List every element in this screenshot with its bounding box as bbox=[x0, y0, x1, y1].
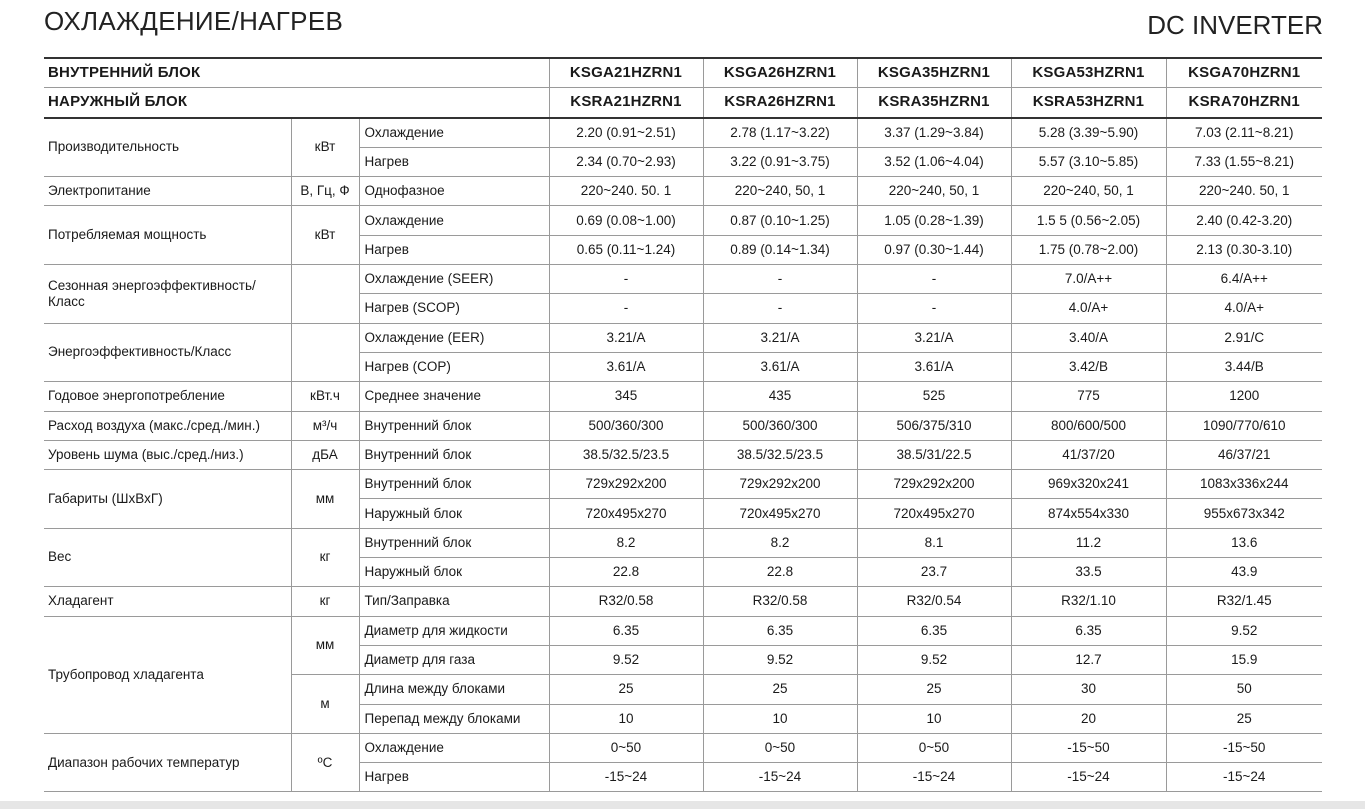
value-cell: 720x495x270 bbox=[857, 499, 1011, 528]
value-cell: 5.57 (3.10~5.85) bbox=[1011, 147, 1166, 176]
value-cell: 220~240, 50, 1 bbox=[857, 177, 1011, 206]
value-cell: R32/0.54 bbox=[857, 587, 1011, 616]
value-cell: 38.5/32.5/23.5 bbox=[549, 440, 703, 469]
value-cell: 435 bbox=[703, 382, 857, 411]
value-cell: 345 bbox=[549, 382, 703, 411]
value-cell: 50 bbox=[1166, 675, 1322, 704]
sub-param: Охлаждение bbox=[359, 733, 549, 762]
indoor-model-3: KSGA35HZRN1 bbox=[857, 59, 1011, 88]
value-cell: 12.7 bbox=[1011, 645, 1166, 674]
spec-table-body bbox=[44, 59, 1322, 792]
value-cell: 506/375/310 bbox=[857, 411, 1011, 440]
param-unit: кВт bbox=[291, 206, 359, 265]
value-cell: 0~50 bbox=[857, 733, 1011, 762]
value-cell: 3.21/A bbox=[857, 323, 1011, 352]
sub-param: Внутренний блок bbox=[359, 470, 549, 499]
spec-row bbox=[44, 616, 1322, 645]
sub-param: Охлаждение bbox=[359, 206, 549, 235]
param-unit bbox=[291, 265, 359, 324]
value-cell: 15.9 bbox=[1166, 645, 1322, 674]
spec-row bbox=[44, 411, 1322, 440]
sub-param: Длина между блоками bbox=[359, 675, 549, 704]
param-unit: В, Гц, Ф bbox=[291, 177, 359, 206]
indoor-unit-label: ВНУТРЕННИЙ БЛОК bbox=[44, 59, 549, 88]
value-cell: 0~50 bbox=[703, 733, 857, 762]
value-cell: -15~50 bbox=[1166, 733, 1322, 762]
outdoor-model-1: KSRA21HZRN1 bbox=[549, 88, 703, 118]
param-name: Диапазон рабочих температур bbox=[44, 733, 291, 792]
value-cell: 9.52 bbox=[549, 645, 703, 674]
sub-param: Наружный блок bbox=[359, 558, 549, 587]
param-unit: кВт bbox=[291, 118, 359, 177]
value-cell: 220~240, 50, 1 bbox=[703, 177, 857, 206]
value-cell: 46/37/21 bbox=[1166, 440, 1322, 469]
indoor-model-2: KSGA26HZRN1 bbox=[703, 59, 857, 88]
value-cell: 0.69 (0.08~1.00) bbox=[549, 206, 703, 235]
param-name: Уровень шума (выс./сред./низ.) bbox=[44, 440, 291, 469]
value-cell: 13.6 bbox=[1166, 528, 1322, 557]
param-name: Трубопровод хладагента bbox=[44, 616, 291, 733]
sub-param: Внутренний блок bbox=[359, 440, 549, 469]
value-cell: 3.42/B bbox=[1011, 352, 1166, 381]
value-cell: 8.1 bbox=[857, 528, 1011, 557]
value-cell: 7.33 (1.55~8.21) bbox=[1166, 147, 1322, 176]
value-cell: 33.5 bbox=[1011, 558, 1166, 587]
sub-param: Нагрев bbox=[359, 147, 549, 176]
value-cell: 7.03 (2.11~8.21) bbox=[1166, 118, 1322, 148]
param-name: Вес bbox=[44, 528, 291, 587]
value-cell: 6.35 bbox=[549, 616, 703, 645]
spec-row bbox=[44, 177, 1322, 206]
sub-param: Среднее значение bbox=[359, 382, 549, 411]
sub-param: Охлаждение (SEER) bbox=[359, 265, 549, 294]
indoor-model-1: KSGA21HZRN1 bbox=[549, 59, 703, 88]
value-cell: 729x292x200 bbox=[857, 470, 1011, 499]
value-cell: 6.4/A++ bbox=[1166, 265, 1322, 294]
sub-param: Тип/Заправка bbox=[359, 587, 549, 616]
value-cell: 9.52 bbox=[703, 645, 857, 674]
value-cell: 25 bbox=[1166, 704, 1322, 733]
value-cell: 7.0/A++ bbox=[1011, 265, 1166, 294]
param-name: Годовое энергопотребление bbox=[44, 382, 291, 411]
value-cell: 5.28 (3.39~5.90) bbox=[1011, 118, 1166, 148]
indoor-model-4: KSGA53HZRN1 bbox=[1011, 59, 1166, 88]
value-cell: 3.40/A bbox=[1011, 323, 1166, 352]
value-cell: 10 bbox=[857, 704, 1011, 733]
value-cell: 10 bbox=[703, 704, 857, 733]
value-cell: 3.61/A bbox=[549, 352, 703, 381]
sub-param: Нагрев (SCOP) bbox=[359, 294, 549, 323]
value-cell: 11.2 bbox=[1011, 528, 1166, 557]
value-cell: 500/360/300 bbox=[549, 411, 703, 440]
value-cell: 729x292x200 bbox=[703, 470, 857, 499]
value-cell: - bbox=[549, 294, 703, 323]
value-cell: -15~24 bbox=[549, 763, 703, 792]
sub-param: Наружный блок bbox=[359, 499, 549, 528]
value-cell: 525 bbox=[857, 382, 1011, 411]
value-cell: 10 bbox=[549, 704, 703, 733]
spec-table bbox=[44, 59, 1322, 792]
outdoor-unit-label: НАРУЖНЫЙ БЛОК bbox=[44, 88, 549, 118]
value-cell: 23.7 bbox=[857, 558, 1011, 587]
sub-param: Внутренний блок bbox=[359, 411, 549, 440]
value-cell: 38.5/32.5/23.5 bbox=[703, 440, 857, 469]
value-cell: 1.05 (0.28~1.39) bbox=[857, 206, 1011, 235]
value-cell: 6.35 bbox=[1011, 616, 1166, 645]
value-cell: 41/37/20 bbox=[1011, 440, 1166, 469]
value-cell: - bbox=[703, 294, 857, 323]
value-cell: 0~50 bbox=[549, 733, 703, 762]
value-cell: 874x554x330 bbox=[1011, 499, 1166, 528]
param-name: Электропитание bbox=[44, 177, 291, 206]
value-cell: 4.0/A+ bbox=[1011, 294, 1166, 323]
value-cell: -15~24 bbox=[703, 763, 857, 792]
value-cell: 25 bbox=[703, 675, 857, 704]
param-name: Хладагент bbox=[44, 587, 291, 616]
value-cell: 43.9 bbox=[1166, 558, 1322, 587]
sub-param: Нагрев bbox=[359, 235, 549, 264]
sub-param: Охлаждение (EER) bbox=[359, 323, 549, 352]
value-cell: -15~24 bbox=[1011, 763, 1166, 792]
param-name: Производительность bbox=[44, 118, 291, 177]
spec-row bbox=[44, 323, 1322, 352]
bottom-bar bbox=[0, 801, 1365, 809]
param-name: Энергоэффективность/Класс bbox=[44, 323, 291, 382]
value-cell: 729x292x200 bbox=[549, 470, 703, 499]
param-unit: м³/ч bbox=[291, 411, 359, 440]
value-cell: 220~240. 50, 1 bbox=[1166, 177, 1322, 206]
param-unit bbox=[291, 323, 359, 382]
outdoor-model-row bbox=[44, 88, 1322, 118]
value-cell: 3.52 (1.06~4.04) bbox=[857, 147, 1011, 176]
value-cell: 800/600/500 bbox=[1011, 411, 1166, 440]
param-unit: мм bbox=[291, 616, 359, 675]
indoor-model-5: KSGA70HZRN1 bbox=[1166, 59, 1322, 88]
value-cell: -15~50 bbox=[1011, 733, 1166, 762]
value-cell: 2.91/C bbox=[1166, 323, 1322, 352]
value-cell: 220~240, 50, 1 bbox=[1011, 177, 1166, 206]
indoor-model-row bbox=[44, 59, 1322, 88]
value-cell: 0.97 (0.30~1.44) bbox=[857, 235, 1011, 264]
value-cell: 1.75 (0.78~2.00) bbox=[1011, 235, 1166, 264]
value-cell: -15~24 bbox=[857, 763, 1011, 792]
param-unit: мм bbox=[291, 470, 359, 529]
param-unit: кг bbox=[291, 587, 359, 616]
value-cell: 22.8 bbox=[703, 558, 857, 587]
sub-param: Диаметр для жидкости bbox=[359, 616, 549, 645]
value-cell: 3.22 (0.91~3.75) bbox=[703, 147, 857, 176]
value-cell: 720x495x270 bbox=[549, 499, 703, 528]
outdoor-model-3: KSRA35HZRN1 bbox=[857, 88, 1011, 118]
value-cell: 955x673x342 bbox=[1166, 499, 1322, 528]
outdoor-model-4: KSRA53HZRN1 bbox=[1011, 88, 1166, 118]
value-cell: 0.65 (0.11~1.24) bbox=[549, 235, 703, 264]
spec-row bbox=[44, 440, 1322, 469]
value-cell: 30 bbox=[1011, 675, 1166, 704]
page-title: ОХЛАЖДЕНИЕ/НАГРЕВ bbox=[44, 6, 344, 36]
value-cell: 1.5 5 (0.56~2.05) bbox=[1011, 206, 1166, 235]
param-unit: кг bbox=[291, 528, 359, 587]
param-name: Габариты (ШхВхГ) bbox=[44, 470, 291, 529]
sub-param: Нагрев (COP) bbox=[359, 352, 549, 381]
spec-row bbox=[44, 382, 1322, 411]
value-cell: 6.35 bbox=[857, 616, 1011, 645]
value-cell: 0.87 (0.10~1.25) bbox=[703, 206, 857, 235]
spec-row bbox=[44, 733, 1322, 762]
sub-param: Диаметр для газа bbox=[359, 645, 549, 674]
value-cell: R32/1.10 bbox=[1011, 587, 1166, 616]
value-cell: 220~240. 50. 1 bbox=[549, 177, 703, 206]
outdoor-model-5: KSRA70HZRN1 bbox=[1166, 88, 1322, 118]
value-cell: 25 bbox=[857, 675, 1011, 704]
value-cell: 1200 bbox=[1166, 382, 1322, 411]
value-cell: 22.8 bbox=[549, 558, 703, 587]
sub-param: Внутренний блок bbox=[359, 528, 549, 557]
sub-param: Перепад между блоками bbox=[359, 704, 549, 733]
param-name: Потребляемая мощность bbox=[44, 206, 291, 265]
value-cell: R32/0.58 bbox=[703, 587, 857, 616]
value-cell: 8.2 bbox=[703, 528, 857, 557]
value-cell: R32/0.58 bbox=[549, 587, 703, 616]
value-cell: 2.20 (0.91~2.51) bbox=[549, 118, 703, 148]
value-cell: 969x320x241 bbox=[1011, 470, 1166, 499]
value-cell: - bbox=[857, 294, 1011, 323]
value-cell: 3.37 (1.29~3.84) bbox=[857, 118, 1011, 148]
spec-row bbox=[44, 118, 1322, 148]
value-cell: 4.0/A+ bbox=[1166, 294, 1322, 323]
value-cell: - bbox=[703, 265, 857, 294]
value-cell: 0.89 (0.14~1.34) bbox=[703, 235, 857, 264]
value-cell: 25 bbox=[549, 675, 703, 704]
value-cell: 3.21/A bbox=[549, 323, 703, 352]
value-cell: 9.52 bbox=[1166, 616, 1322, 645]
spec-row bbox=[44, 265, 1322, 294]
value-cell: - bbox=[549, 265, 703, 294]
value-cell: 3.61/A bbox=[857, 352, 1011, 381]
spec-row bbox=[44, 528, 1322, 557]
value-cell: 775 bbox=[1011, 382, 1166, 411]
sub-param: Нагрев bbox=[359, 763, 549, 792]
value-cell: 2.13 (0.30-3.10) bbox=[1166, 235, 1322, 264]
value-cell: R32/1.45 bbox=[1166, 587, 1322, 616]
spec-row bbox=[44, 206, 1322, 235]
value-cell: 2.40 (0.42-3.20) bbox=[1166, 206, 1322, 235]
param-unit: дБА bbox=[291, 440, 359, 469]
value-cell: 9.52 bbox=[857, 645, 1011, 674]
sub-param: Однофазное bbox=[359, 177, 549, 206]
value-cell: 2.34 (0.70~2.93) bbox=[549, 147, 703, 176]
value-cell: 3.61/A bbox=[703, 352, 857, 381]
value-cell: 6.35 bbox=[703, 616, 857, 645]
value-cell: -15~24 bbox=[1166, 763, 1322, 792]
value-cell: 20 bbox=[1011, 704, 1166, 733]
value-cell: 500/360/300 bbox=[703, 411, 857, 440]
sub-param: Охлаждение bbox=[359, 118, 549, 148]
product-line-badge: DC INVERTER bbox=[1147, 10, 1323, 40]
param-name: Сезонная энергоэффективность/ Класс bbox=[44, 265, 291, 324]
value-cell: 2.78 (1.17~3.22) bbox=[703, 118, 857, 148]
spec-row bbox=[44, 587, 1322, 616]
value-cell: 720x495x270 bbox=[703, 499, 857, 528]
param-name: Расход воздуха (макс./сред./мин.) bbox=[44, 411, 291, 440]
value-cell: 3.44/B bbox=[1166, 352, 1322, 381]
value-cell: 38.5/31/22.5 bbox=[857, 440, 1011, 469]
value-cell: 8.2 bbox=[549, 528, 703, 557]
outdoor-model-2: KSRA26HZRN1 bbox=[703, 88, 857, 118]
param-unit: кВт.ч bbox=[291, 382, 359, 411]
spec-row bbox=[44, 470, 1322, 499]
param-unit: м bbox=[291, 675, 359, 734]
value-cell: - bbox=[857, 265, 1011, 294]
value-cell: 1090/770/610 bbox=[1166, 411, 1322, 440]
value-cell: 1083x336x244 bbox=[1166, 470, 1322, 499]
param-unit: ºC bbox=[291, 733, 359, 792]
value-cell: 3.21/A bbox=[703, 323, 857, 352]
